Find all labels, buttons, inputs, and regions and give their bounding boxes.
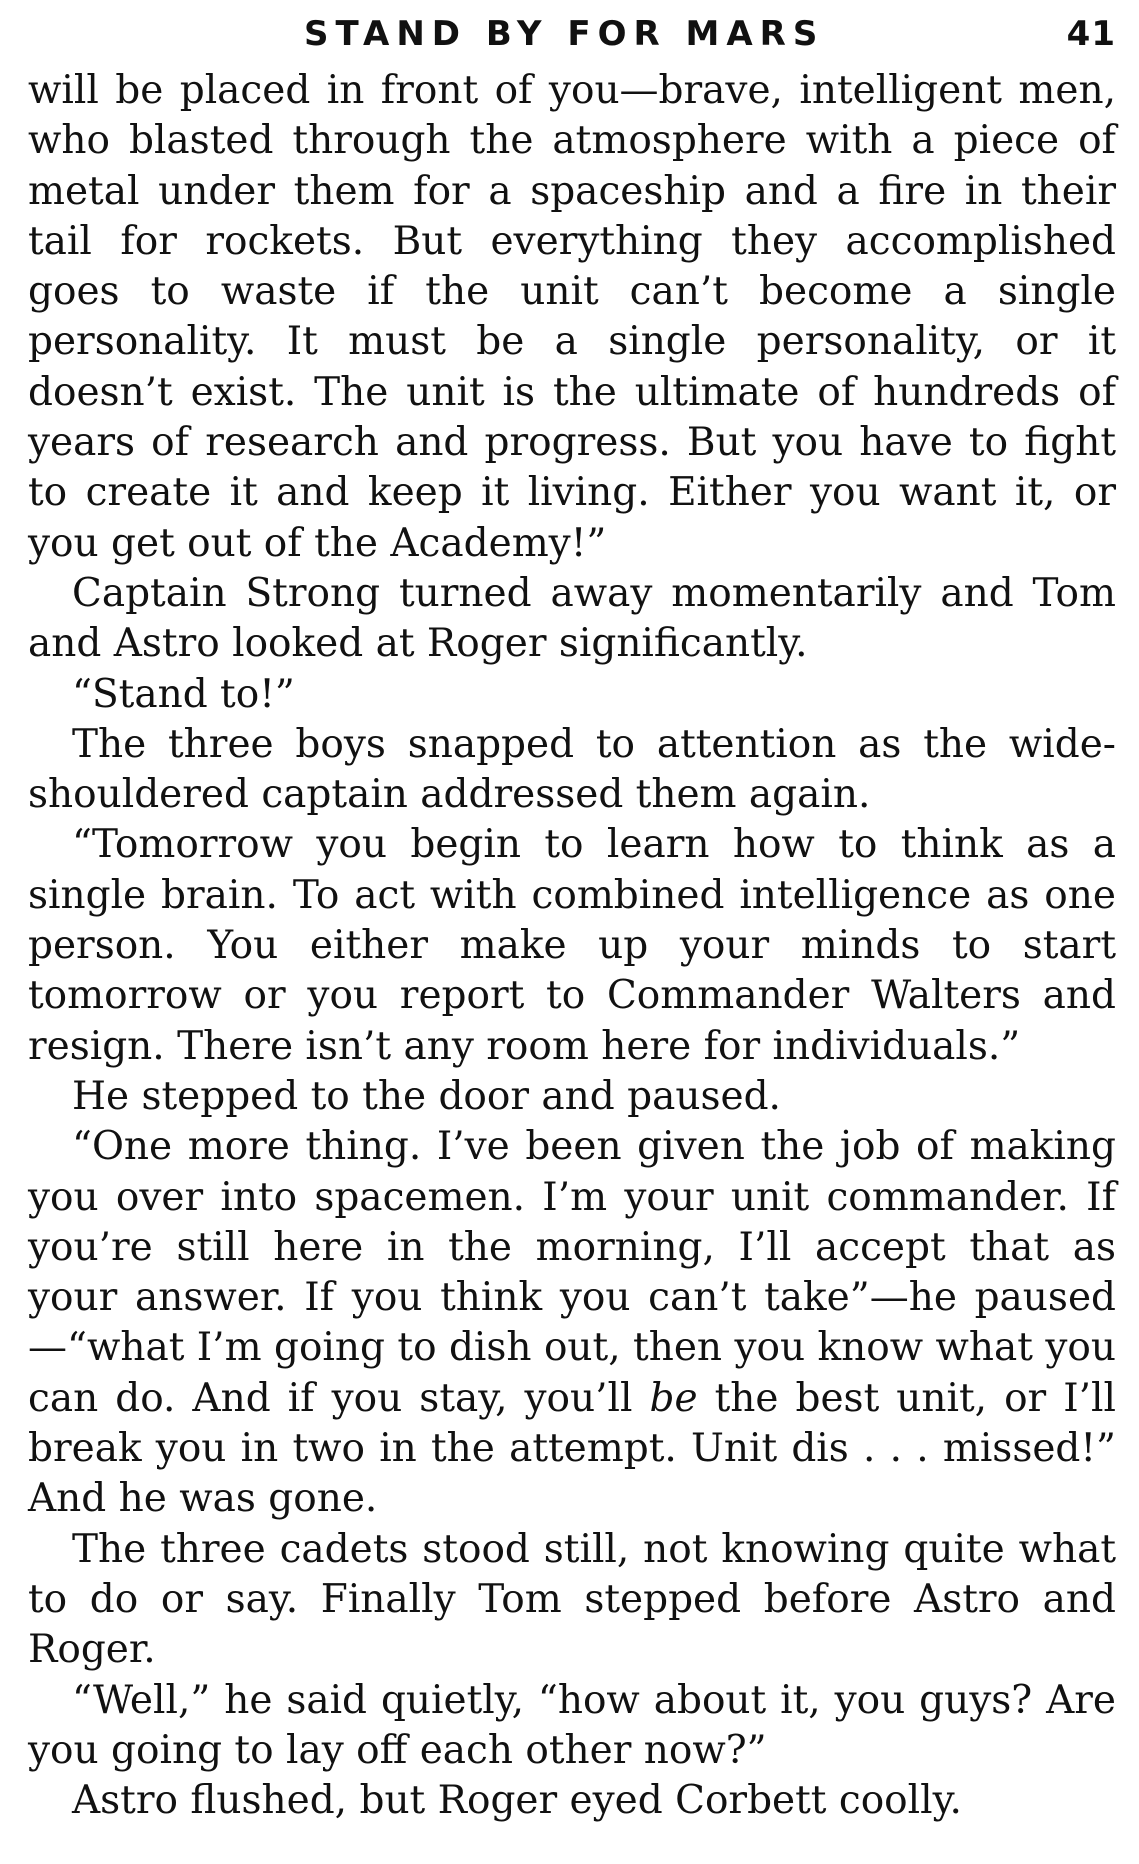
paragraph: “Well,” he said quietly, “how about it, you guys? Are you going to lay off each other now?” xyxy=(28,1677,1116,1773)
paragraph xyxy=(28,1122,1116,1524)
paragraph: He stepped to the door and paused. xyxy=(72,1073,781,1119)
paragraph: Captain Strong turned away momentarily and Tom and Astro looked at Roger significantly. xyxy=(28,570,1116,667)
paragraph-text: “One more thing. I’ve been given the job of making you over into spacemen. I’m your unit commander. If you’re still here in the morning, I’ll accept that as your answer. If you think you can’t take”—he paused—“what I’m going to dish out, then you know what you can do. And if you stay, you’ll xyxy=(28,1124,1116,1421)
book-page xyxy=(28,14,1116,1850)
running-head: STAND BY FOR MARS xyxy=(304,14,825,54)
paragraph-text: the best unit, or I’ll break you in two in the attempt. Unit dis . . . missed!” And he was gone. xyxy=(28,1375,1116,1522)
paragraph: “Stand to!” xyxy=(72,671,295,717)
paragraph: The three boys snapped to attention as the wide-shouldered captain addressed them again. xyxy=(28,721,1116,818)
page-header xyxy=(28,14,1116,64)
paragraph: “Tomorrow you begin to learn how to think as a single brain. To act with combined intelligence as one person. You either make up your minds to start tomorrow or you report to Commander Walters and resign. There isn’t any room here for individuals.” xyxy=(28,822,1116,1069)
paragraph: The three cadets stood still, not knowing quite what to do or say. Finally Tom stepped before Astro and Roger. xyxy=(28,1526,1116,1673)
emphasis-text: be xyxy=(649,1375,698,1421)
page-number: 41 xyxy=(1066,14,1116,54)
paragraph: will be placed in front of you—brave, intelligent men, who blasted through the atmosphere with a piece of metal under them for a spaceship and a fire in their tail for rockets. But everything they accomplished goes to waste if the unit can’t become a single personality. It must be a single personality, or it doesn’t exist. The unit is the ultimate of hundreds of years of research and progress. But you have to fight to create it and keep it living. Either you want it, or you get out of the Academy!” xyxy=(28,68,1116,566)
body-text xyxy=(28,66,1116,1826)
paragraph: Astro flushed, but Roger eyed Corbett coolly. xyxy=(72,1778,962,1824)
